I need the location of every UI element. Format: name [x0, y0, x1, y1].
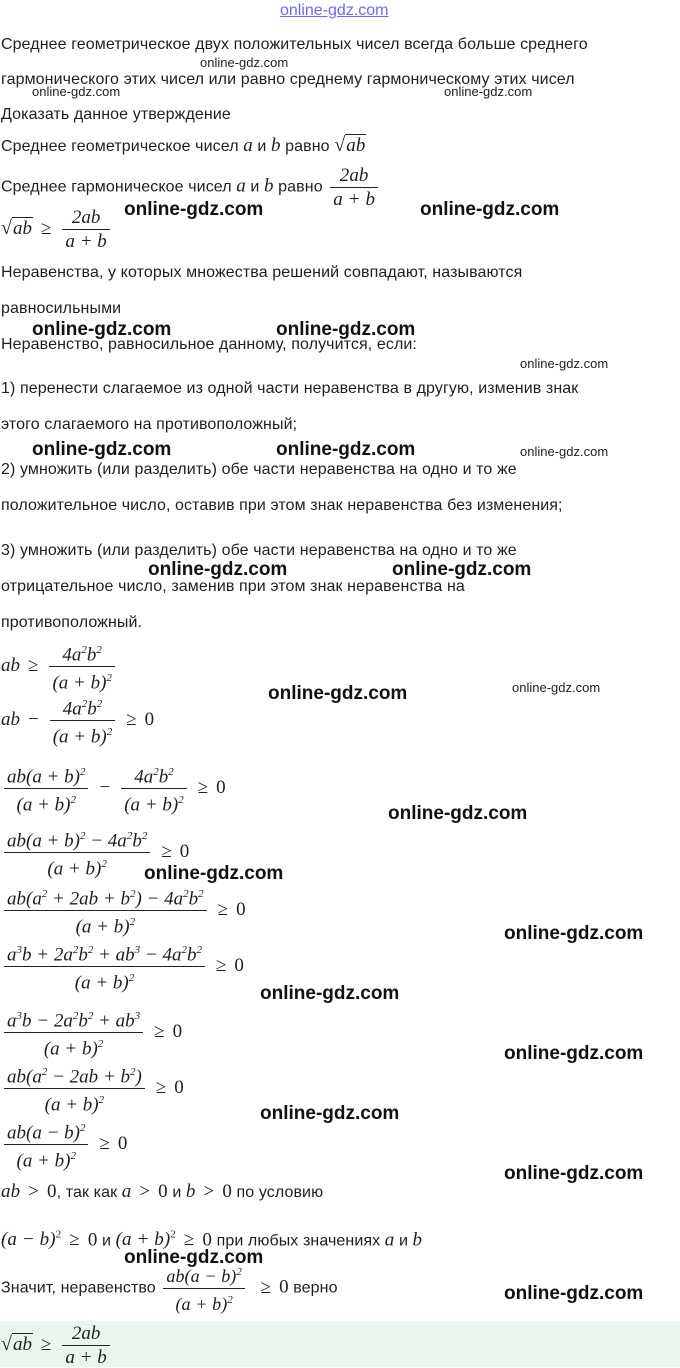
watermark: online-gdz.com [144, 863, 284, 884]
c1-end: по условию [236, 1184, 324, 1201]
watermark: online-gdz.com [260, 1103, 400, 1124]
watermark: online-gdz.com [520, 444, 609, 459]
rule-2-line-1: 2) умножить (или разделить) обе части неравенства на одно и то же [1, 461, 517, 478]
watermark: online-gdz.com [276, 319, 416, 340]
conclusion-line-3: Значит, неравенство $\frac{ab(a - b)^2}{(a + b)^2}$ ≥ 0 верно [1, 1262, 338, 1315]
watermark: online-gdz.com [200, 55, 289, 70]
theory-line-2: равносильными [1, 300, 122, 317]
task-line: Доказать данное утверждение [1, 106, 231, 123]
watermark: online-gdz.com [444, 84, 533, 99]
step-1: ab ≥ $\frac{4a^2b^2}{(a + b)^2}$ [1, 640, 118, 694]
c3-end: верно [293, 1279, 338, 1297]
watermark: online-gdz.com [392, 559, 532, 580]
watermark-top[interactable]: online-gdz.com [280, 2, 389, 19]
c1-mid: , так как [56, 1184, 118, 1201]
watermark: online-gdz.com [32, 84, 121, 99]
rule-2-line-2: положительное число, оставив при этом знак неравенства без изменения; [1, 497, 563, 514]
watermark: online-gdz.com [268, 683, 408, 704]
step-7: $\frac{a^3b - 2a^2b^2 + ab^3}{(a + b)^2}$ ≥ 0 [1, 1006, 182, 1060]
watermark: online-gdz.com [124, 1247, 264, 1268]
gm-prefix: Среднее геометрическое чисел [1, 138, 239, 155]
gm-equals: равно [285, 138, 330, 155]
watermark: online-gdz.com [504, 923, 644, 944]
statement-line-2: гармонического этих чисел или равно среднему гармоническому этих чисел [1, 71, 575, 88]
hm-equals: равно [278, 178, 323, 196]
rule-3-line-1: 3) умножить (или разделить) обе части неравенства на одно и то же [1, 542, 517, 559]
watermark: online-gdz.com [124, 199, 264, 220]
step-8: $\frac{ab(a^2 - 2ab + b^2)}{(a + b)^2}$ ≥ 0 [1, 1062, 184, 1116]
theory-line-1: Неравенства, у которых множества решений совпадают, называются [1, 264, 523, 281]
c2-and: и [101, 1232, 112, 1250]
answer-inequality: √ab ≥ $\frac{2ab}{a + b}$ [1, 1323, 113, 1368]
step-3: $\frac{ab(a + b)^2}{(a + b)^2}$ − $\frac{4a^2b^2}{(a + b)^2}$ ≥ 0 [1, 762, 226, 816]
statement-line-1: Среднее геометрическое двух положительных чисел всегда больше среднего [1, 36, 588, 53]
geometric-mean-line [1, 135, 366, 157]
c3-prefix: Значит, неравенство [1, 1279, 156, 1297]
watermark: online-gdz.com [512, 680, 601, 695]
watermark: online-gdz.com [260, 983, 400, 1004]
rule-3-line-3: противоположный. [1, 614, 143, 631]
var-b: b [270, 135, 281, 156]
rule-3-line-2: отрицательное число, заменив при этом знак неравенства на [1, 578, 465, 595]
hm-and: и [250, 178, 260, 196]
hm-prefix: Среднее гармоническое чисел [1, 178, 232, 196]
watermark: online-gdz.com [420, 199, 560, 220]
conclusion-line-1: ab > 0, так как a > 0 и b > 0 по условию [1, 1181, 324, 1202]
rule-1-line-2: этого слагаемого на противоположный; [1, 416, 298, 433]
main-inequality: √ab ≥ $\frac{2ab}{a + b}$ [1, 207, 113, 252]
step-9: $\frac{ab(a - b)^2}{(a + b)^2}$ ≥ 0 [1, 1118, 127, 1172]
step-5: $\frac{ab(a^2 + 2ab + b^2) - 4a^2b^2}{(a + b)^2}$ ≥ 0 [1, 884, 246, 938]
step-2: ab − $\frac{4a^2b^2}{(a + b)^2}$ ≥ 0 [1, 694, 154, 748]
conclusion-line-2: $(a - b)^2 \ge 0$ и $(a + b)^2 \ge 0$ при любых значениях a и b [1, 1229, 423, 1251]
harmonic-mean-line [1, 165, 381, 210]
var-a: a [236, 175, 246, 197]
step-4: $\frac{ab(a + b)^2 - 4a^2b^2}{(a + b)^2}$ ≥ 0 [1, 826, 189, 880]
harmonic-fraction: $\frac{2ab}{a + b}$ [330, 165, 378, 210]
theory-line-3: Неравенство, равносильное данному, получится, если: [1, 336, 417, 353]
watermark: online-gdz.com [148, 559, 288, 580]
sqrt-sign: √ab [334, 134, 366, 156]
answer-box [0, 1321, 680, 1367]
watermark: online-gdz.com [388, 803, 528, 824]
watermark: online-gdz.com [520, 356, 609, 371]
var-a: a [243, 135, 253, 156]
watermark: online-gdz.com [276, 439, 416, 460]
var-b: b [264, 175, 274, 197]
watermark: online-gdz.com [504, 1163, 644, 1184]
watermark: online-gdz.com [32, 319, 172, 340]
c1-and: и [172, 1184, 182, 1201]
watermark: online-gdz.com [32, 439, 172, 460]
c2-and-2: и [398, 1232, 408, 1250]
c2-end: при любых значениях [216, 1232, 381, 1250]
step-6: $\frac{a^3b + 2a^2b^2 + ab^3 - 4a^2b^2}{(a + b)^2}$ ≥ 0 [1, 940, 244, 994]
gm-and: и [257, 138, 267, 155]
watermark: online-gdz.com [504, 1043, 644, 1064]
watermark: online-gdz.com [504, 1283, 644, 1304]
rule-1-line-1: 1) перенести слагаемое из одной части неравенства в другую, изменив знак [1, 380, 579, 397]
